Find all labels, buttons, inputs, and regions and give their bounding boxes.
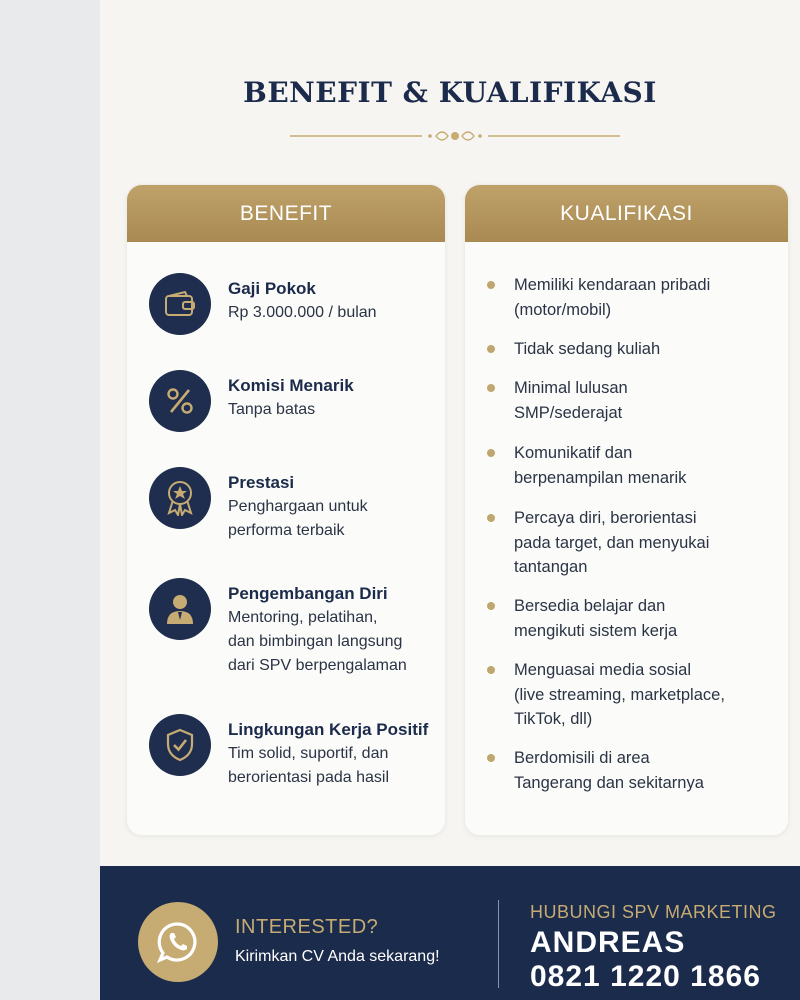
- bullet-icon: [487, 602, 495, 610]
- list-item-line: berpenampilan menarik: [514, 468, 687, 487]
- kualifikasi-card: [464, 184, 789, 836]
- contact-label: HUBUNGI SPV MARKETING: [530, 902, 777, 922]
- list-item-line: SMP/sederajat: [514, 403, 623, 422]
- poster: [100, 0, 800, 1000]
- bullet-icon: [487, 345, 495, 353]
- list-item-line: pada target, dan menyukai: [514, 533, 710, 552]
- bullet-icon: [487, 514, 495, 522]
- benefit-header: BENEFIT: [127, 185, 445, 242]
- list-item-line: Bersedia belajar dan: [514, 597, 666, 615]
- bullet-icon: [487, 384, 495, 392]
- list-item-line: TikTok, dll): [514, 710, 593, 728]
- list-item-line: Minimal lulusan: [514, 379, 628, 397]
- award-badge-icon: [149, 467, 211, 529]
- benefit-title: Komisi Menarik: [228, 376, 354, 395]
- benefit-desc: Penghargaan untuk: [228, 498, 368, 515]
- benefit-title: Lingkungan Kerja Positif: [228, 720, 429, 739]
- list-item-line: Berdomisili di area: [514, 749, 650, 767]
- bullet-icon: [487, 754, 495, 762]
- list-item-line: tantangan: [514, 558, 588, 576]
- bullet-icon: [487, 449, 495, 457]
- person-icon: [149, 578, 211, 640]
- benefit-desc: Tim solid, suportif, dan: [228, 745, 389, 762]
- kualifikasi-header: KUALIFIKASI: [465, 185, 788, 242]
- contact-name: ANDREAS: [530, 926, 686, 959]
- bullet-icon: [487, 281, 495, 289]
- list-item-line: Komunikatif dan: [514, 444, 633, 462]
- benefit-title: Pengembangan Diri: [228, 584, 388, 603]
- divider-ornament-icon: [290, 126, 620, 146]
- cta-text: Kirimkan CV Anda sekarang!: [235, 948, 440, 965]
- benefit-card: [126, 184, 446, 836]
- list-item-line: Tangerang dan sekitarnya: [514, 773, 704, 792]
- contact-phone[interactable]: 0821 1220 1866: [530, 960, 761, 993]
- benefit-desc: berorientasi pada hasil: [228, 769, 389, 786]
- whatsapp-icon[interactable]: [138, 902, 218, 982]
- wallet-icon: [149, 273, 211, 335]
- shield-check-icon: [149, 714, 211, 776]
- list-item-line: Percaya diri, berorientasi: [514, 509, 697, 527]
- list-item-line: Menguasai media sosial: [514, 661, 692, 679]
- list-item-line: (live streaming, marketplace,: [514, 685, 725, 704]
- benefit-desc: Mentoring, pelatihan,: [228, 609, 378, 626]
- interested-heading: INTERESTED?: [235, 916, 379, 938]
- benefit-title: Gaji Pokok: [228, 279, 316, 298]
- contact-footer: [100, 866, 800, 1000]
- benefit-desc: Rp 3.000.000 / bulan: [228, 304, 377, 321]
- benefit-desc: dari SPV berpengalaman: [228, 657, 407, 674]
- list-item-line: mengikuti sistem kerja: [514, 621, 678, 640]
- list-item-line: Tidak sedang kuliah: [514, 340, 661, 358]
- benefit-desc: dan bimbingan langsung: [228, 633, 403, 650]
- list-item-line: Memiliki kendaraan pribadi: [514, 276, 711, 294]
- page-title: BENEFIT & KUALIFIKASI: [243, 76, 657, 109]
- divider: [498, 900, 499, 988]
- benefit-desc: performa terbaik: [228, 522, 345, 539]
- benefit-desc: Tanpa batas: [228, 401, 316, 418]
- bullet-icon: [487, 666, 495, 674]
- percent-icon: [149, 370, 211, 432]
- benefit-title: Prestasi: [228, 473, 295, 492]
- list-item-line: (motor/mobil): [514, 300, 612, 319]
